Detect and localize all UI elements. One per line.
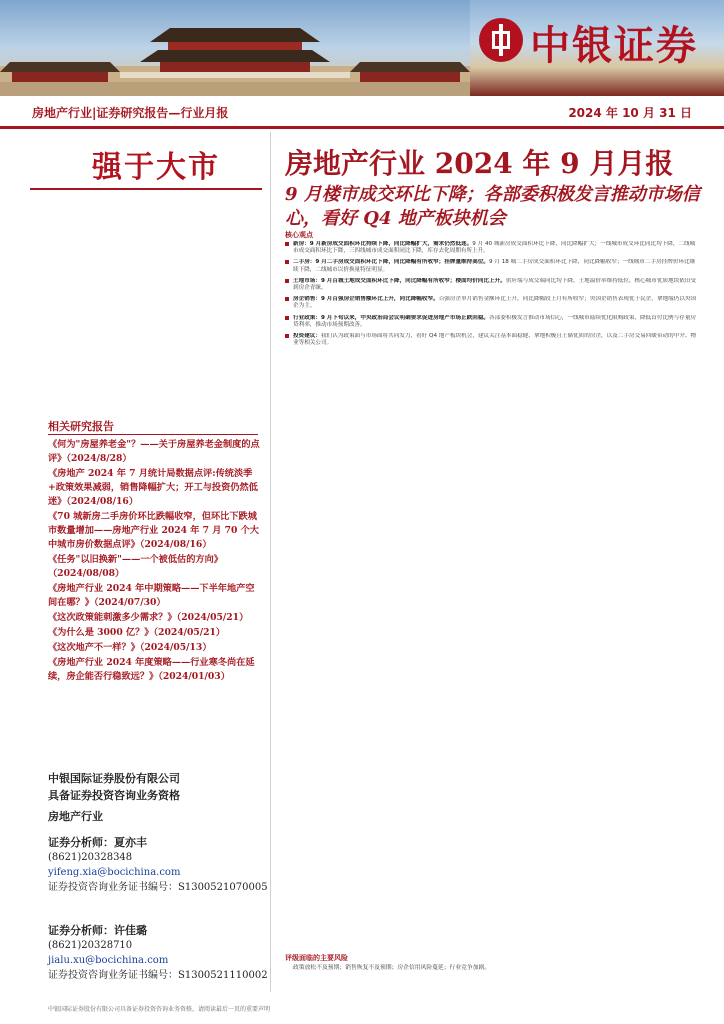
breadcrumb: 房地产行业|证券研究报告—行业月报 [32,106,229,120]
bullet-item: 新房：9 月新房成交面积环比持续下降，同比降幅扩大，需求仍然低迷。9 月 40 城新房成交面积环比下降，同比降幅扩大；一线城市成交环比同比均下降，二线城市成交面积环比下降，三四线城市成交面积同比下降，库存去化周期有所上升。 [285,241,699,255]
analyst-name: 证券分析师：许佳璐 [48,924,147,937]
bullet-item: 二手房：9 月二手房成交面积环比下降，同比降幅有所收窄；挂牌量维持高位。9 月 18 城二手房成交面积环比下降，同比降幅收窄；一线城市二手房挂牌价环比继续下降，二线城市以价换量特征明显。 [285,259,699,273]
bullet-icon [285,334,289,338]
bullet-item: 房企销售：9 月百强房企销售额环比上升，同比降幅收窄。百强房企单月销售金额环比上升，同比降幅较上月有所收窄；央国企销售表现优于民企，拿地端仍以央国企为主。 [285,296,699,310]
related-report-link[interactable]: 《为什么是 3000 亿？》（2024/05/21） [48,627,226,638]
bullet-item: 行业政策：9 月下旬以来，中央政治局会议明确要求促进房地产市场止跌回稳。各部委积极发言推动市场信心，一线城市陆续优化限购政策，降低首付比例与存量房贷利率，推动市场预期改善。 [285,315,699,329]
report-subtitle: 9 月楼市成交环比下降；各部委积极发言推动市场信心，看好 Q4 地产板块机会 [285,184,700,229]
bullet-item: 土地市场：9 月百城土地成交面积环比下降，同比降幅有所收窄；楼面均价同比上升。供应端与成交端同比均下降，土地溢价率维持低位，核心城市优质地块依旧受到房企青睐。 [285,278,699,292]
footer-note: 中银国际证券股份有限公司具备证券投资咨询业务资格，请阅读最后一页的重要声明 [48,1006,271,1013]
report-date: 2024 年 10 月 31 日 [568,106,692,120]
column-divider [270,132,271,992]
related-report-link[interactable]: 《房地产行业 2024 年度策略——行业寒冬尚在延续，房企能否行稳致远？》（2024/01/03） [48,657,255,682]
palace-illustration [0,0,470,96]
related-report-link[interactable]: 《房地产 2024 年 7 月统计局数据点评:传统淡季+政策效果减弱，销售降幅扩大；开工与投资仍然低迷》（2024/08/16） [48,468,258,507]
analyst-cert: 证券投资咨询业务证书编号：S1300521110002 [48,970,268,981]
bullet-item: 投资建议：我们认为政策面与市场面将共同发力，看好 Q4 地产板块机会，建议关注基本面稳健、拿地积极且土储优质的房企，以及二手房交易回暖带动的中介、物业等相关公司。 [285,333,699,347]
analyst-phone: (8621)20328348 [48,852,133,863]
analyst-card [48,834,268,895]
divider [48,434,258,435]
bullet-icon [285,242,289,246]
org-line: 中银国际证券股份有限公司 [48,772,180,785]
brand-name: 中银证券 [530,23,698,69]
bullet-icon [285,297,289,301]
core-views-label: 核心观点 [285,231,313,239]
related-report-link[interactable]: 《房地产行业 2024 年中期策略——下半年地产空间在哪？》（2024/07/30） [48,583,255,608]
bank-of-china-logo [479,18,523,62]
organization [48,770,180,804]
analyst-phone: (8621)20328710 [48,940,133,951]
risk-label: 评级面临的主要风险 [285,954,348,962]
analyst-email[interactable]: yifeng.xia@bocichina.com [48,867,181,878]
related-reports [48,438,262,685]
core-views [285,241,699,351]
rating-label: 强于大市 [92,150,220,185]
analyst-name: 证券分析师：夏亦丰 [48,836,147,849]
bullet-icon [285,260,289,264]
industry-label: 房地产行业 [48,810,103,823]
related-reports-title: 相关研究报告 [48,420,114,433]
related-report-link[interactable]: 《这次地产不一样？》（2024/05/13） [48,642,212,653]
bullet-icon [285,279,289,283]
related-report-link[interactable]: 《何为"房屋养老金"？——关于房屋养老金制度的点评》（2024/8/28） [48,439,260,464]
org-line: 具备证券投资咨询业务资格 [48,789,180,802]
related-report-link[interactable]: 《任务"以旧换新"——一个被低估的方向》（2024/08/08） [48,554,223,579]
bullet-icon [285,316,289,320]
analyst-card [48,922,268,983]
header-banner [0,0,724,96]
header-bar [0,96,724,129]
report-title: 房地产行业 2024 年 9 月月报 [285,147,674,180]
risk-text: 政策放松不及预期；销售恢复不及预期；房企信用风险蔓延；行业竞争加剧。 [293,965,491,971]
analyst-cert: 证券投资咨询业务证书编号：S1300521070005 [48,882,268,893]
divider [30,188,262,190]
analyst-email[interactable]: jialu.xu@bocichina.com [48,955,169,966]
related-report-link[interactable]: 《70 城新房二手房价环比跌幅收窄，但环比下跌城市数量增加——房地产行业 2024 年 7 月 70 个大中城市房价数据点评》（2024/08/16） [48,511,259,550]
related-report-link[interactable]: 《这次政策能刺激多少需求？》（2024/05/21） [48,612,249,623]
